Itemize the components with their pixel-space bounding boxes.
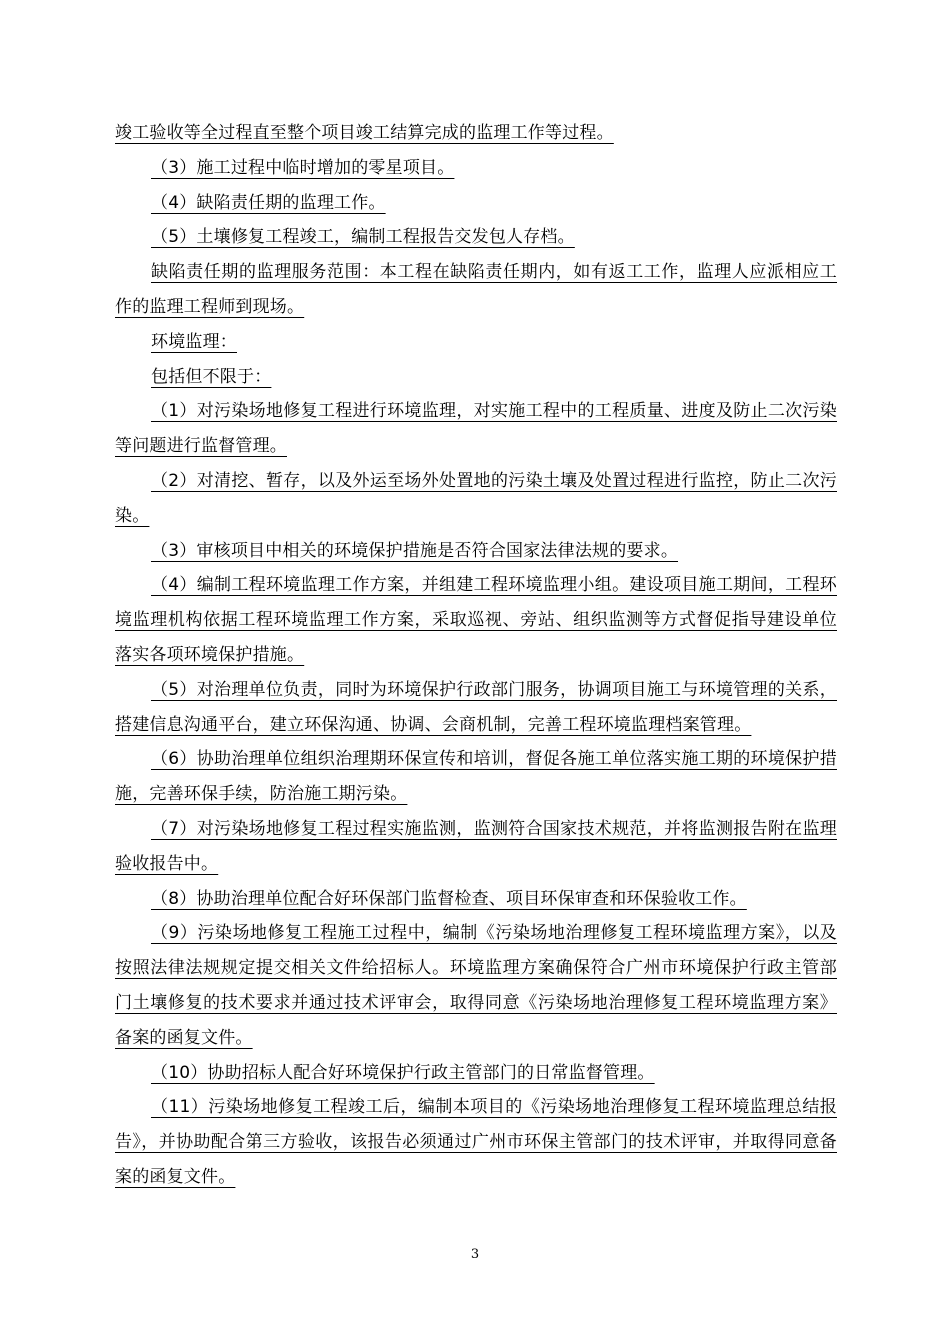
paragraph-text: 缺陷责任期的监理服务范围：本工程在缺陷责任期内，如有返工工作，监理人应派相应工作的监理工程师到现场。	[115, 262, 837, 317]
paragraph-16	[115, 916, 837, 1055]
paragraph-11	[115, 568, 837, 672]
paragraph-4	[115, 220, 837, 255]
paragraph-text: （1）对污染场地修复工程进行环境监理，对实施工程中的工程质量、进度及防止二次污染等问题进行监督管理。	[115, 401, 837, 457]
paragraph-10	[115, 534, 837, 569]
paragraph-5	[115, 255, 837, 325]
paragraph-text: （5）土壤修复工程竣工，编制工程报告交发包人存档。	[151, 227, 575, 248]
paragraph-text: 包括但不限于：	[151, 366, 272, 387]
paragraph-7	[115, 360, 837, 395]
paragraph-text: （11）污染场地修复工程竣工后，编制本项目的《污染场地治理修复工程环境监理总结报告》，并协助配合第三方验收，该报告必须通过广州市环保主管部门的技术评审，并取得同意备案的函复文件。	[115, 1097, 837, 1187]
paragraph-1	[115, 116, 837, 151]
paragraph-text: （5）对治理单位负责，同时为环境保护行政部门服务，协调项目施工与环境管理的关系，搭建信息沟通平台，建立环保沟通、协调、会商机制，完善工程环境监理档案管理。	[115, 679, 837, 735]
paragraph-3	[115, 186, 837, 221]
paragraph-17	[115, 1056, 837, 1091]
paragraph-text: 竣工验收等全过程直至整个项目竣工结算完成的监理工作等过程。	[115, 123, 614, 143]
paragraph-2	[115, 151, 837, 186]
page-number: 3	[470, 1247, 480, 1262]
paragraph-text: （4）缺陷责任期的监理工作。	[151, 192, 386, 213]
paragraph-13	[115, 742, 837, 812]
paragraph-text: （8）协助治理单位配合好环保部门监督检查、项目环保审查和环保验收工作。	[151, 888, 747, 909]
paragraph-text: 环境监理：	[151, 331, 237, 352]
paragraph-8	[115, 394, 837, 464]
paragraph-text: （9）污染场地修复工程施工过程中，编制《污染场地治理修复工程环境监理方案》，以及按照法律法规规定提交相关文件给招标人。环境监理方案确保符合广州市环境保护行政主管部门土壤修复的技术要求并通过技术评审会，取得同意《污染场地治理修复工程环境监理方案》备案的函复文件。	[115, 923, 837, 1048]
paragraph-text: （3）审核项目中相关的环境保护措施是否符合国家法律法规的要求。	[151, 540, 679, 561]
paragraph-text: （6）协助治理单位组织治理期环保宣传和培训，督促各施工单位落实施工期的环境保护措施，完善环保手续，防治施工期污染。	[115, 749, 837, 805]
paragraph-text: （7）对污染场地修复工程过程实施监测，监测符合国家技术规范，并将监测报告附在监理验收报告中。	[115, 818, 837, 874]
paragraph-text: （3）施工过程中临时增加的零星项目。	[151, 157, 455, 178]
paragraph-9	[115, 464, 837, 534]
paragraph-text: （2）对清挖、暂存，以及外运至场外处置地的污染土壤及处置过程进行监控，防止二次污染。	[115, 470, 837, 526]
paragraph-6	[115, 325, 837, 360]
paragraph-12	[115, 673, 837, 743]
paragraph-text: （10）协助招标人配合好环境保护行政主管部门的日常监督管理。	[151, 1062, 655, 1083]
paragraph-15	[115, 882, 837, 917]
paragraph-14	[115, 812, 837, 882]
document-body	[115, 116, 837, 1195]
paragraph-text: （4）编制工程环境监理工作方案，并组建工程环境监理小组。建设项目施工期间，工程环境监理机构依据工程环境监理工作方案，采取巡视、旁站、组织监测等方式督促指导建设单位落实各项环境保护措施。	[115, 575, 837, 665]
paragraph-18	[115, 1090, 837, 1194]
